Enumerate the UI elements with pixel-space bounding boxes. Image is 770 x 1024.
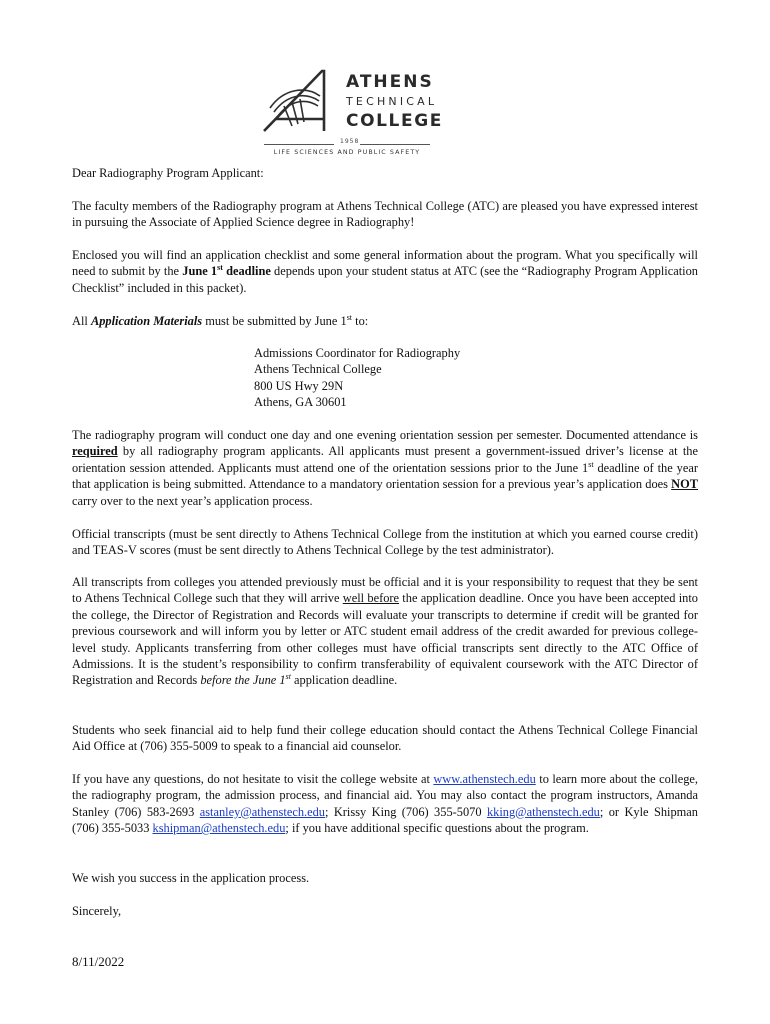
logo-word-college: COLLEGE — [346, 111, 443, 131]
address-line: Admissions Coordinator for Radiography — [254, 346, 461, 360]
paragraph-text: ; Krissy King (706) 355-5070 — [325, 804, 487, 819]
paragraph-text: Enclosed you will find an application checklist and some general information about the program. What you specifically will need to submit by the — [72, 248, 698, 279]
paragraph-text: All — [72, 314, 91, 328]
paragraph-text: the application deadline. Once you have been accepted into the college, the Director of Registration and Records will evaluate your transcripts to determine if credit will be granted for previous coursework and will inform you by letter or ATC student email address of the credit awarded for previous college-level study. Applicants transferring from other colleges must have official transcripts sent directly to the ATC Office of Admissions. It is the student’s responsibility to confirm transferability of equivalent coursework with the ATC Director of Registration and Records — [72, 591, 698, 688]
salutation: Dear Radiography Program Applicant: — [72, 166, 264, 180]
paragraph-college-transcripts — [72, 574, 698, 689]
deadline-italic-text: before the June 1 — [200, 673, 286, 688]
email-link-shipman[interactable]: kshipman@athenstech.edu — [152, 821, 286, 836]
logo-rule-left — [264, 144, 334, 145]
email-link-stanley[interactable]: astanley@athenstech.edu — [199, 804, 326, 819]
paragraph-text: carry over to the next year’s application process. — [72, 493, 313, 508]
paragraph-orientation — [72, 427, 698, 509]
college-emblem-icon — [262, 68, 342, 134]
logo-year: 1958 — [340, 138, 360, 145]
logo-word-athens: ATHENS — [346, 72, 434, 92]
deadline-text: deadline — [222, 264, 271, 279]
paragraph-text: The radiography program will conduct one day and one evening orientation session per semester. Documented attendance is — [72, 428, 698, 442]
email-link-king[interactable]: kking@athenstech.edu — [486, 804, 600, 819]
superscript: st — [217, 263, 223, 273]
well-before-text: well before — [342, 591, 400, 606]
paragraph-contacts — [72, 771, 698, 837]
paragraph-text: by all radiography program applicants. All applicants must present a government-issued driver’s license at the orientation session attended. Applicants must attend one of the orientation sessions prior to the June 1 — [72, 444, 698, 475]
paragraph-text: depends upon your student status at ATC (see the “Radiography Program Application Checklist” included in this packet). — [72, 264, 698, 295]
paragraph-text: deadline of the year that application is being submitted. Attendance to a mandatory orientation session for a previous year’s application does — [72, 460, 698, 492]
paragraph-text: must be submitted by June 1 — [202, 314, 347, 328]
superscript: st — [285, 672, 291, 682]
not-text: NOT — [671, 477, 698, 492]
paragraph-text: ; or Kyle Shipman (706) 355-5033 — [72, 804, 698, 836]
logo-tagline: LIFE SCIENCES AND PUBLIC SAFETY — [273, 149, 421, 156]
address-line: 800 US Hwy 29N — [254, 378, 344, 393]
address-line: Athens Technical College — [254, 362, 382, 377]
paragraph-checklist — [72, 247, 698, 296]
superscript: st — [588, 459, 594, 469]
paragraph-financial-aid: Students who seek financial aid to help fund their college education should contact the Athens Technical College Financial Aid Office at (706) 355-5009 to speak to a financial aid counselor. — [72, 723, 698, 754]
closing: Sincerely, — [72, 904, 122, 918]
paragraph-text: All transcripts from colleges you attended previously must be official and it is your responsibility to request that they be sent to Athens Technical College such that they will arrive — [72, 575, 698, 606]
paragraph-wish: We wish you success in the application process. — [72, 871, 310, 885]
deadline-text: June 1 — [182, 264, 218, 279]
logo-word-technical: TECHNICAL — [346, 95, 438, 108]
logo-rule-right — [360, 144, 430, 145]
superscript: st — [346, 313, 353, 322]
letter-date: 8/11/2022 — [72, 954, 125, 969]
paragraph-text: to: — [352, 314, 369, 328]
paragraph-text: application deadline. — [290, 673, 398, 688]
required-text: required — [72, 444, 118, 459]
paragraph-transcripts: Official transcripts (must be sent directly to Athens Technical College from the institution at which you earned course credit) and TEAS-V scores (must be sent directly to Athens Technical College by the test administrator). — [72, 527, 698, 558]
paragraph-intro: The faculty members of the Radiography program at Athens Technical College (ATC) are pleased you have expressed interest in pursuing the Associate of Applied Science degree in Radiography! — [72, 199, 698, 230]
paragraph-text: If you have any questions, do not hesitate to visit the college website at — [72, 772, 434, 786]
paragraph-text: ; if you have additional specific questions about the program. — [285, 821, 589, 836]
mailing-address — [254, 345, 460, 411]
paragraph-submission — [72, 313, 698, 329]
paragraph-text: to learn more about the college, the radiography program, the admission process, and financial aid. You may also contact the program instructors, Amanda Stanley (706) 583-2693 — [72, 772, 698, 819]
website-link[interactable]: www.athenstech.edu — [433, 772, 536, 786]
college-logo — [262, 68, 443, 158]
address-line: Athens, GA 30601 — [254, 395, 347, 410]
application-materials-text: Application Materials — [90, 314, 203, 328]
